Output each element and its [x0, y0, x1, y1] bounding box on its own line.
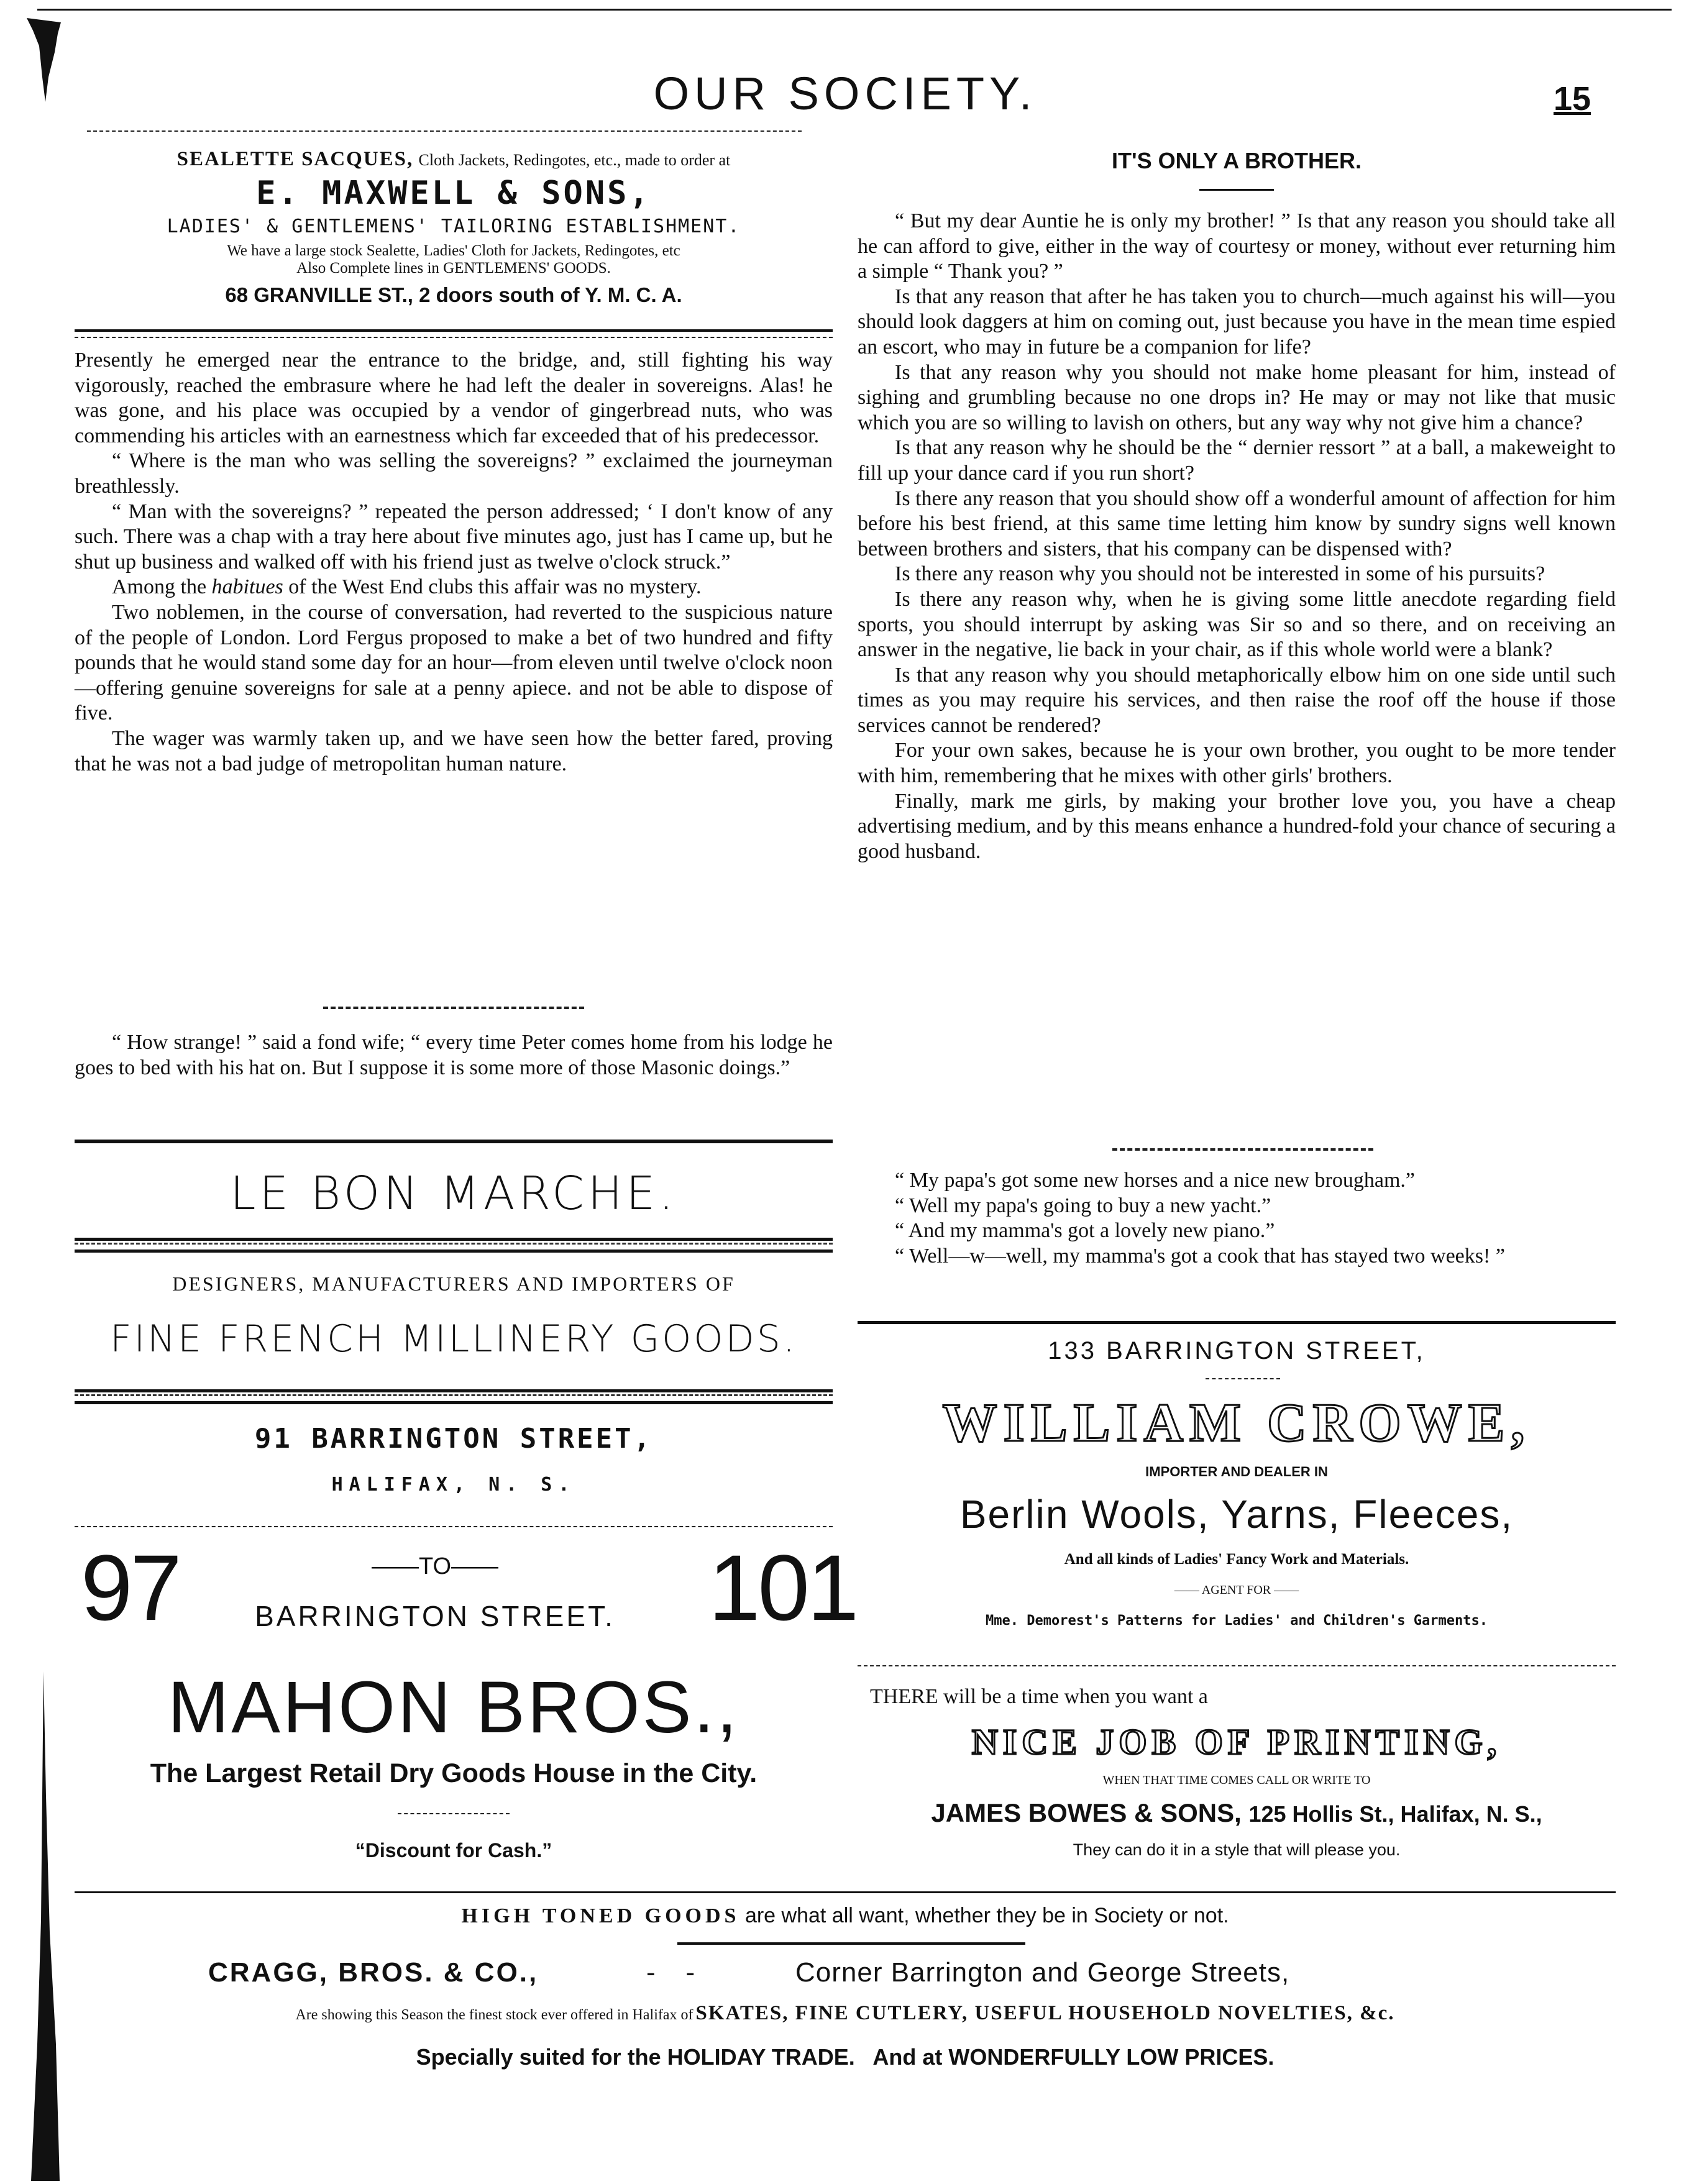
maxwell-desc2: Also Complete lines in GENTLEMENS' GOODS. [296, 260, 611, 276]
header-dash [87, 130, 802, 132]
brother-paragraph: Is that any reason why you should not make home pleasant for him, instead of sighing and grumbling because no one drops in? He may or may not like that music which you are so willing to lavish on others, but any way why not give him a chance? [858, 360, 1616, 434]
cragg-corner: Corner Barrington and George Streets, [795, 1957, 1290, 1988]
brother-title: IT'S ONLY A BROTHER. [1112, 148, 1362, 173]
bowes-line2: WHEN THAT TIME COMES CALL OR WRITE TO [1102, 1773, 1371, 1787]
bowes-name-line [858, 1798, 1616, 1828]
maxwell-line1-rest: Cloth Jackets, Redingotes, etc., made to order at [418, 151, 731, 169]
cragg-line1-rest: are what all want, whether they be in Society or not. [744, 1904, 1229, 1927]
crowe-agent-text: AGENT FOR [1201, 1583, 1271, 1597]
brother-title-rule [1199, 189, 1274, 191]
maxwell-ad [75, 148, 833, 307]
crowe-role: IMPORTER AND DEALER IN [1145, 1464, 1328, 1479]
mahon-dash [398, 1813, 510, 1814]
crowe-patterns: Mme. Demorest's Patterns for Ladies' and Children's Garments. [986, 1613, 1488, 1629]
right-thick-rule [858, 1321, 1616, 1324]
maxwell-subtitle: LADIES' & GENTLEMENS' TAILORING ESTABLISHMENT. [167, 216, 741, 237]
maxwell-bottom-dash [75, 337, 833, 338]
brother-separator [1112, 1148, 1373, 1151]
crowe-name: WILLIAM CROWE, [942, 1393, 1531, 1453]
crowe-goods2: And all kinds of Ladies' Fancy Work and Materials. [1064, 1551, 1409, 1568]
crowe-dash [1206, 1378, 1280, 1379]
papa-joke [858, 1168, 1616, 1269]
papa-joke-line: “ And my mamma's got a lovely new piano.” [895, 1219, 1275, 1243]
bottom-full-rule [75, 1891, 1616, 1893]
papa-joke-line: “ Well—w—well, my mamma's got a cook that has stayed two weeks! ” [895, 1244, 1505, 1268]
crowe-address: 133 BARRINGTON STREET, [1048, 1337, 1426, 1364]
story-separator [323, 1007, 584, 1009]
mahon-name: MAHON BROS., [168, 1666, 739, 1748]
brother-paragraph: Is that any reason why he should be the “ dernier ressort ” at a ball, a makeweight to fill up your dance card if you run short? [858, 436, 1616, 485]
le-bon-marche-dash [75, 1526, 833, 1527]
le-bon-marche-rule-top [75, 1238, 833, 1253]
cragg-line1-bold: HIGH TONED GOODS [461, 1904, 740, 1927]
story-article [75, 348, 833, 777]
maxwell-address: 68 GRANVILLE ST., 2 doors south of Y. M. C. A. [225, 283, 682, 306]
brother-paragraph: Is there any reason why, when he is giving some little anecdote regarding field sports, you should interrupt by asking was Sir so and so there, and on receiving an answer in the negative, lie back in your chair, as if this whole world were a blank? [858, 587, 1616, 662]
brother-paragraph: For your own sakes, because he is your own brother, you ought to be more tender with him, remembering that he mixes with other girls' brothers. [858, 739, 1616, 788]
story-paragraph: Two noblemen, in the course of conversation, had reverted to the suspicious nature of the people of London. Lord Fergus proposed to make a bet of two hundred and fifty pounds that he would stand some day for an hour—from eleven until twelve o'clock noon—offering genuine sovereigns for sale at a penny apiece. and not be able to dispose of five. [75, 600, 833, 725]
brother-paragraph: “ But my dear Auntie he is only my brother! ” Is that any reason you should take all he can afford to give, either in the way of courtesy or money, without ever returning him a simple “ Thank you? ” [858, 209, 1616, 283]
maxwell-name: E. MAXWELL & SONS, [256, 175, 651, 212]
cragg-line1 [75, 1904, 1616, 1928]
brother-paragraph: Is that any reason why you should metaphorically elbow him on one side until such times as you may require his services, and then raise the roof off the house if those services cannot be rendered? [858, 663, 1616, 737]
page-number: 15 [1554, 80, 1591, 117]
left-edge-scan-mark [25, 1671, 62, 2181]
papa-joke-line: “ My papa's got some new horses and a nice new brougham.” [895, 1169, 1416, 1192]
story-paragraph: “ Where is the man who was selling the sovereigns? ” exclaimed the journeyman breathlessly. [75, 449, 833, 498]
mahon-to-text: TO [418, 1553, 452, 1579]
left-thick-rule [75, 1140, 833, 1143]
top-border-line [37, 9, 1672, 11]
story-paragraph: The wager was warmly taken up, and we have seen how the better fared, proving that he was not a bad judge of metropolitan human nature. [75, 726, 833, 775]
bowes-tagline: They can do it in a style that will please you. [1073, 1840, 1401, 1859]
maxwell-line1-bold: SEALETTE SACQUES, [176, 148, 414, 170]
mahon-slogan: The Largest Retail Dry Goods House in the City. [150, 1758, 758, 1788]
papa-joke-line: “ Well my papa's going to buy a new yacht.” [895, 1194, 1271, 1217]
habitues-italic: habitues [211, 575, 283, 599]
masonic-joke-text: “ How strange! ” said a fond wife; “ every time Peter comes home from his lodge he goes to bed with his hat on. But I suppose it is some more of those Masonic doings.” [75, 1031, 833, 1079]
bowes-name: JAMES BOWES & SONS, [931, 1798, 1242, 1827]
bowes-address: 125 Hollis St., Halifax, N. S., [1248, 1801, 1542, 1827]
cragg-name: CRAGG, BROS. & CO., [208, 1957, 539, 1988]
mahon-street: BARRINGTON STREET. [255, 1600, 615, 1632]
story-paragraph: “ Man with the sovereigns? ” repeated the person addressed; ‘ I don't know of any such. There was a chap with a tray here about five minutes ago, just has I came up, but he shut up business and walked off with his friend just as twelve o'clock struck.” [75, 500, 833, 573]
le-bon-marche-tagline: DESIGNERS, MANUFACTURERS AND IMPORTERS OF [172, 1272, 735, 1295]
page-title: OUR SOCIETY. [653, 68, 1037, 119]
brother-article [858, 209, 1616, 864]
crowe-agent: —— AGENT FOR —— [1174, 1583, 1299, 1597]
brother-paragraph: Is that any reason that after he has taken you to church—much against his will—you should look daggers at him on coming out, just because you have in the mean time espied an escort, who may in future be a companion for life? [858, 285, 1616, 359]
story-paragraph: Presently he emerged near the entrance to the bridge, and, still fighting his way vigorously, reached the embrasure where he had left the dealer in sovereigns. Alas! he was gone, and his place was occupied by a vendor of gingerbread nuts, who was commending his articles with an earnestness which far exceeded that of his predecessor. [75, 349, 833, 447]
le-bon-marche-rule-bottom [75, 1389, 833, 1404]
cragg-rule [677, 1942, 1025, 1945]
story-paragraph: Among the habitues of the West End clubs this affair was no mystery. [112, 575, 702, 599]
le-bon-marche-goods: FINE FRENCH MILLINERY GOODS. [110, 1317, 797, 1361]
cragg-showing: Are showing this Season the finest stock ever offered in Halifax of [295, 2007, 693, 2023]
cragg-items: SKATES, FINE CUTLERY, USEFUL HOUSEHOLD NOVELTIES, &c. [695, 2002, 1395, 2024]
brother-paragraph: Finally, mark me girls, by making your brother love you, you have a cheap advertising medium, and by this means enhance a hundred-fold your chance of securing a good husband. [858, 789, 1616, 863]
brother-paragraph: Is there any reason why you should not be interested in some of his pursuits? [895, 562, 1545, 586]
mahon-to: ——TO—— [371, 1553, 499, 1579]
maxwell-bottom-rule [75, 329, 833, 332]
le-bon-marche-title: LE BON MARCHE. [230, 1167, 677, 1220]
masonic-joke [75, 1030, 833, 1081]
bowes-line1: THERE will be a time when you want a [870, 1685, 1208, 1708]
cragg-dashes: - - [646, 1957, 695, 1988]
crowe-bottom-dash [858, 1665, 1616, 1666]
cragg-special: Specially suited for the HOLIDAY TRADE. And at WONDERFULLY LOW PRICES. [416, 2044, 1275, 2070]
le-bon-marche-address: 91 BARRINGTON STREET, [254, 1423, 653, 1455]
mahon-num-left: 97 [81, 1535, 180, 1640]
mahon-num-right: 101 [708, 1535, 857, 1640]
mahon-discount: “Discount for Cash.” [355, 1839, 552, 1862]
le-bon-marche-city: HALIFAX, N. S. [331, 1474, 576, 1496]
bowes-headline: NICE JOB OF PRINTING, [971, 1722, 1502, 1762]
crowe-goods: Berlin Wools, Yarns, Fleeces, [959, 1492, 1514, 1537]
cragg-showing-line [75, 2002, 1616, 2025]
brother-paragraph: Is there any reason that you should show off a wonderful amount of affection for him before his best friend, at this same time letting him know by sundry signs well known between brothers and sisters, that his company can be dispensed with? [858, 487, 1616, 560]
maxwell-desc1: We have a large stock Sealette, Ladies' Cloth for Jackets, Redingotes, etc [227, 242, 680, 259]
corner-scan-mark [24, 15, 67, 108]
